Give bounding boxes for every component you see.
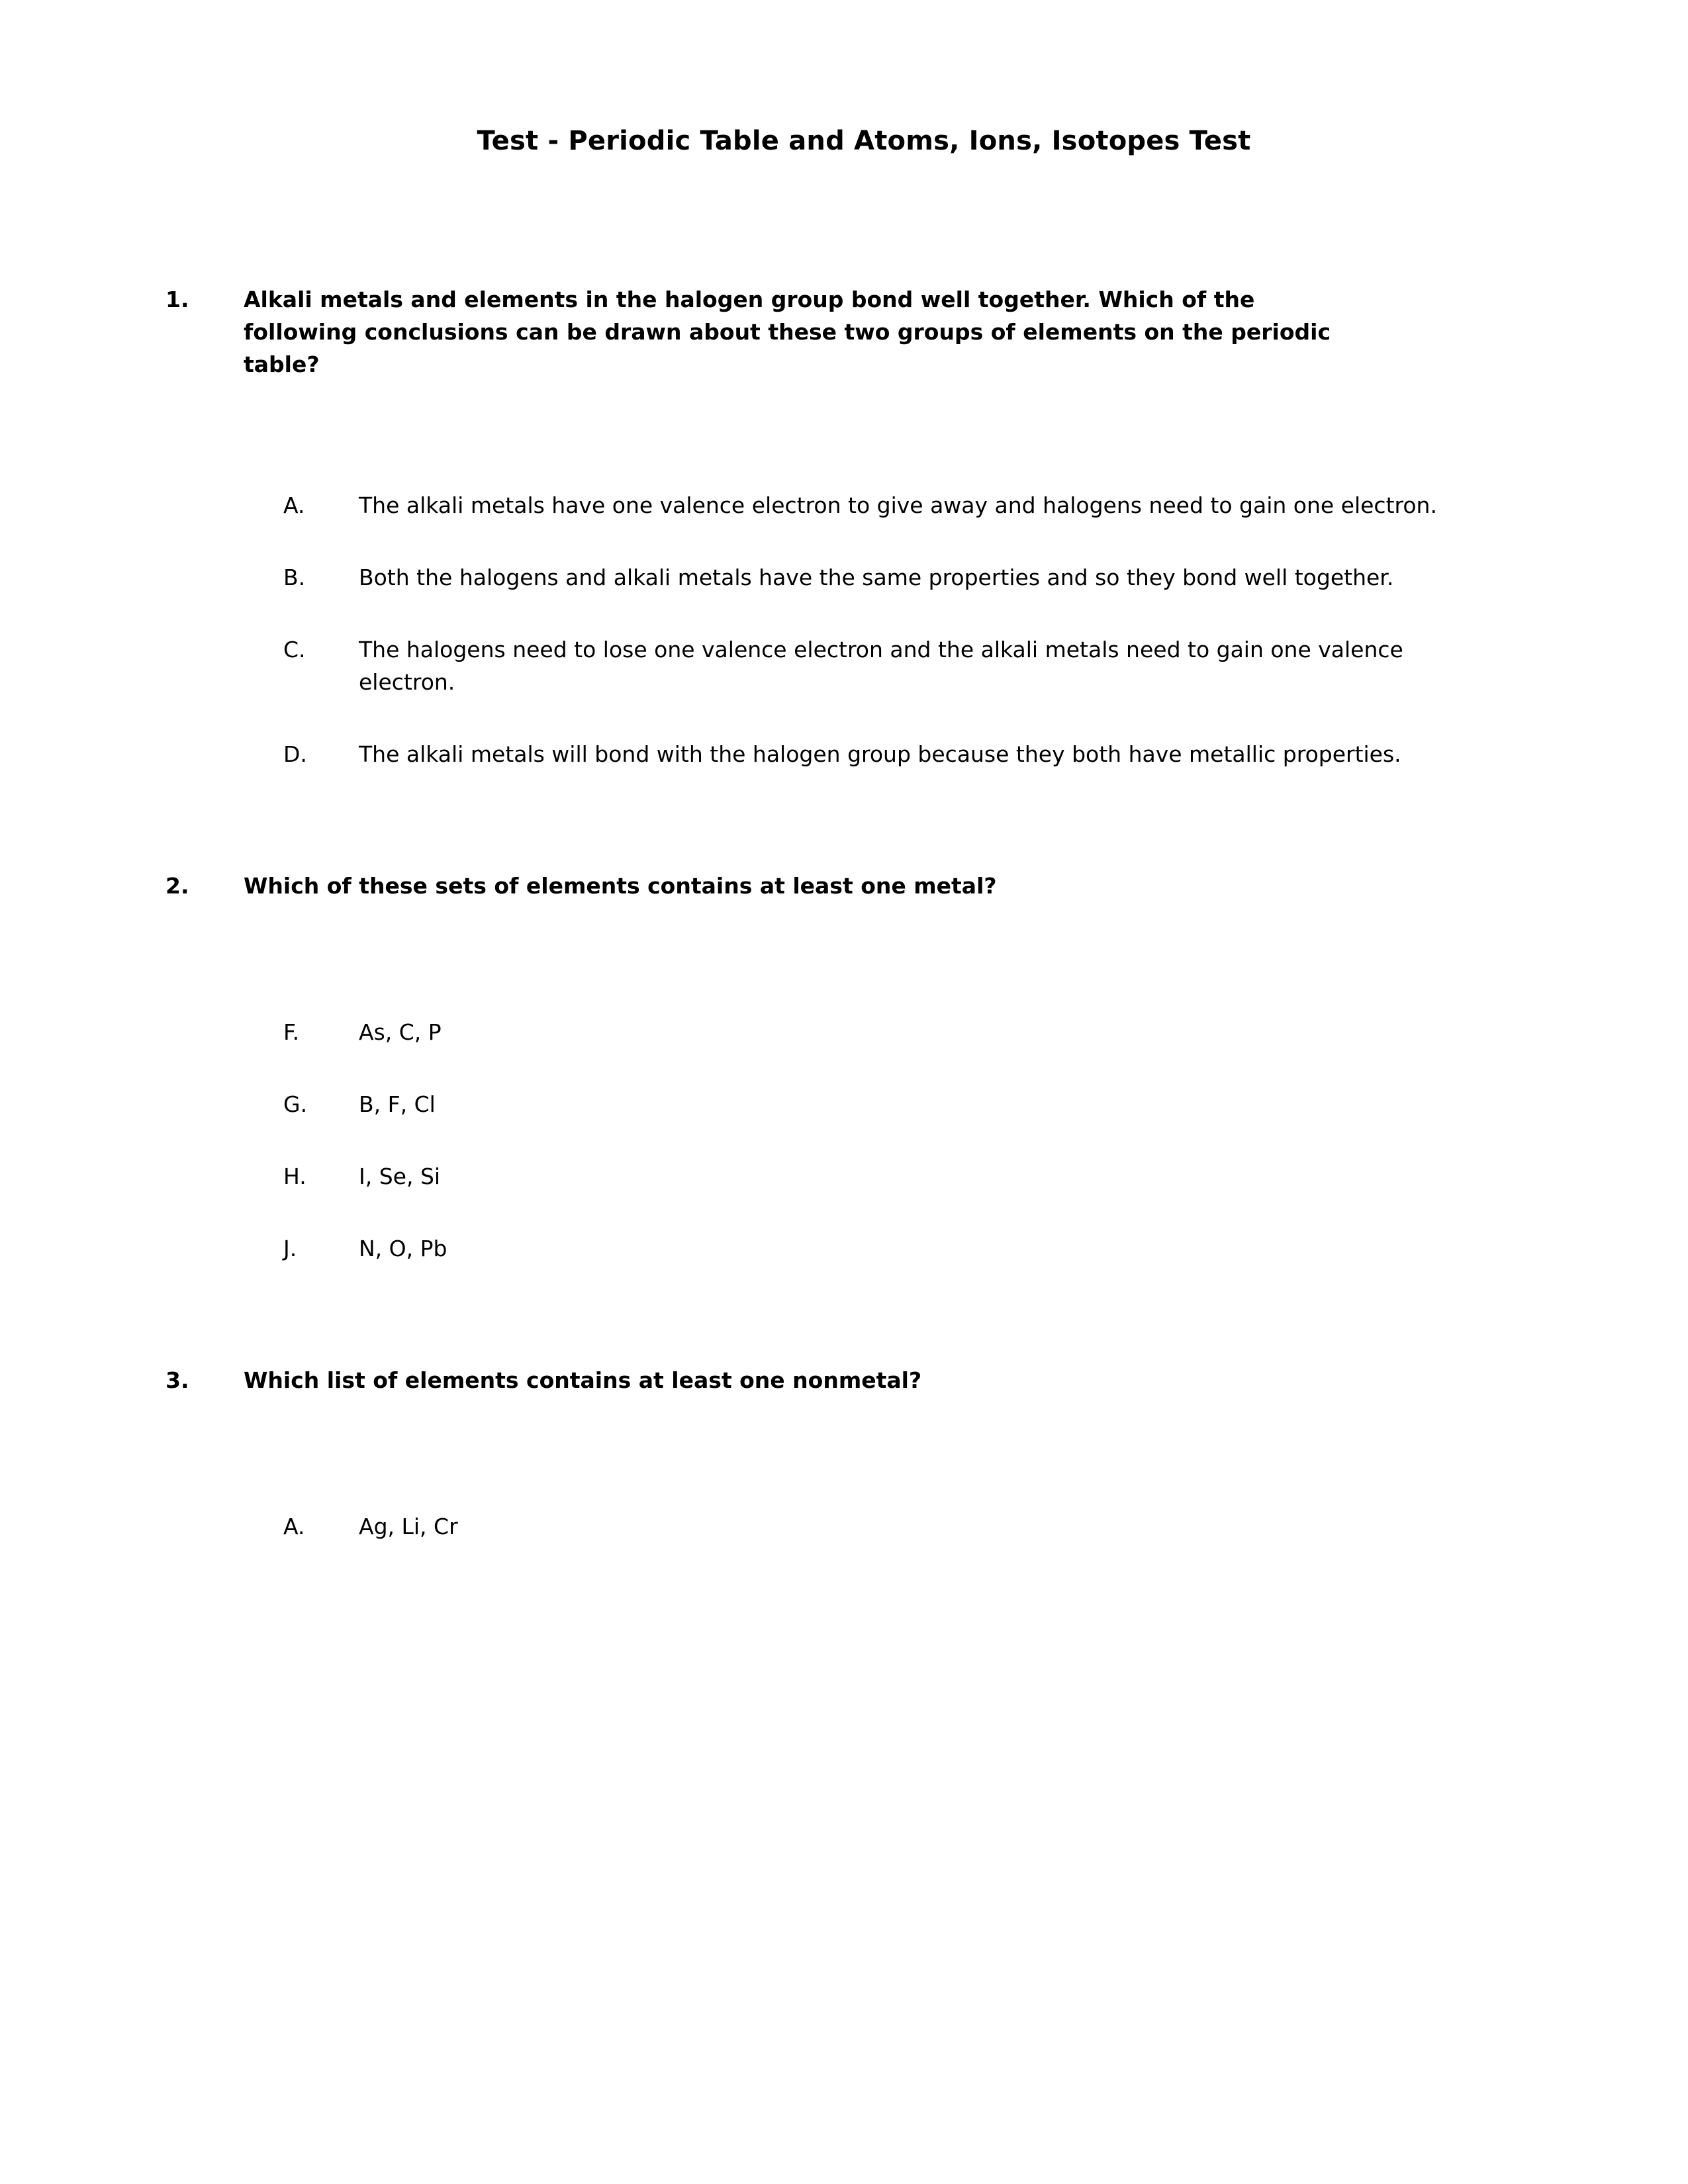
question-stem-row [165,283,1523,381]
choice-text: Ag, Li, Cr [359,1514,458,1539]
choice-list [165,1016,1523,1265]
choice-letter: H. [283,1163,306,1189]
question-number: 2. [165,873,189,899]
choice-letter: B. [283,565,306,590]
question-number: 1. [165,287,189,312]
question-item [165,283,1523,770]
choice-letter: C. [283,637,306,662]
spacer [165,902,1523,976]
question-list [165,283,1523,1543]
choice-text: The alkali metals have one valence electron to give away and halogens need to gain one electron. [359,492,1437,518]
spacer [165,770,1523,870]
question-stem: Which list of elements contains at least one nonmetal? [244,1367,922,1393]
spacer [165,1265,1523,1364]
page-title: Test - Periodic Table and Atoms, Ions, Isotopes Test [477,126,1251,156]
question-stem-row [165,1364,1523,1396]
choice-item[interactable] [283,1160,1523,1193]
choice-letter: F. [283,1019,300,1045]
choice-letter: A. [283,492,305,518]
question-stem-row [165,870,1523,902]
choice-text: Both the halogens and alkali metals have the same properties and so they bond well together. [359,565,1394,590]
choice-item[interactable] [283,489,1523,522]
question-number: 3. [165,1367,189,1393]
choice-text: The halogens need to lose one valence electron and the alkali metals need to gain one valence electron. [359,637,1403,695]
choice-item[interactable] [283,1088,1523,1120]
choice-letter: J. [283,1236,297,1261]
choice-item[interactable] [283,1016,1523,1048]
choice-item[interactable] [283,561,1523,594]
choice-list [165,489,1523,770]
question-stem: Which of these sets of elements contains at least one metal? [244,873,997,899]
spacer [165,381,1523,449]
choice-letter: D. [283,741,307,767]
choice-text: I, Se, Si [359,1163,441,1189]
choice-item[interactable] [283,1510,1523,1543]
choice-item[interactable] [283,1232,1523,1265]
question-item [165,870,1523,1265]
choice-item[interactable] [283,633,1523,698]
choice-text: N, O, Pb [359,1236,447,1261]
choice-letter: A. [283,1514,305,1539]
choice-item[interactable] [283,738,1523,770]
question-stem: Alkali metals and elements in the halogen group bond well together. Which of the following conclusions can be drawn about these two groups of elements on the periodic table? [244,287,1331,377]
question-item [165,1364,1523,1543]
choice-list [165,1510,1523,1543]
choice-text: As, C, P [359,1019,442,1045]
choice-text: B, F, Cl [359,1091,436,1117]
choice-text: The alkali metals will bond with the halogen group because they both have metallic properties. [359,741,1401,767]
choice-letter: G. [283,1091,308,1117]
spacer [165,1396,1523,1471]
